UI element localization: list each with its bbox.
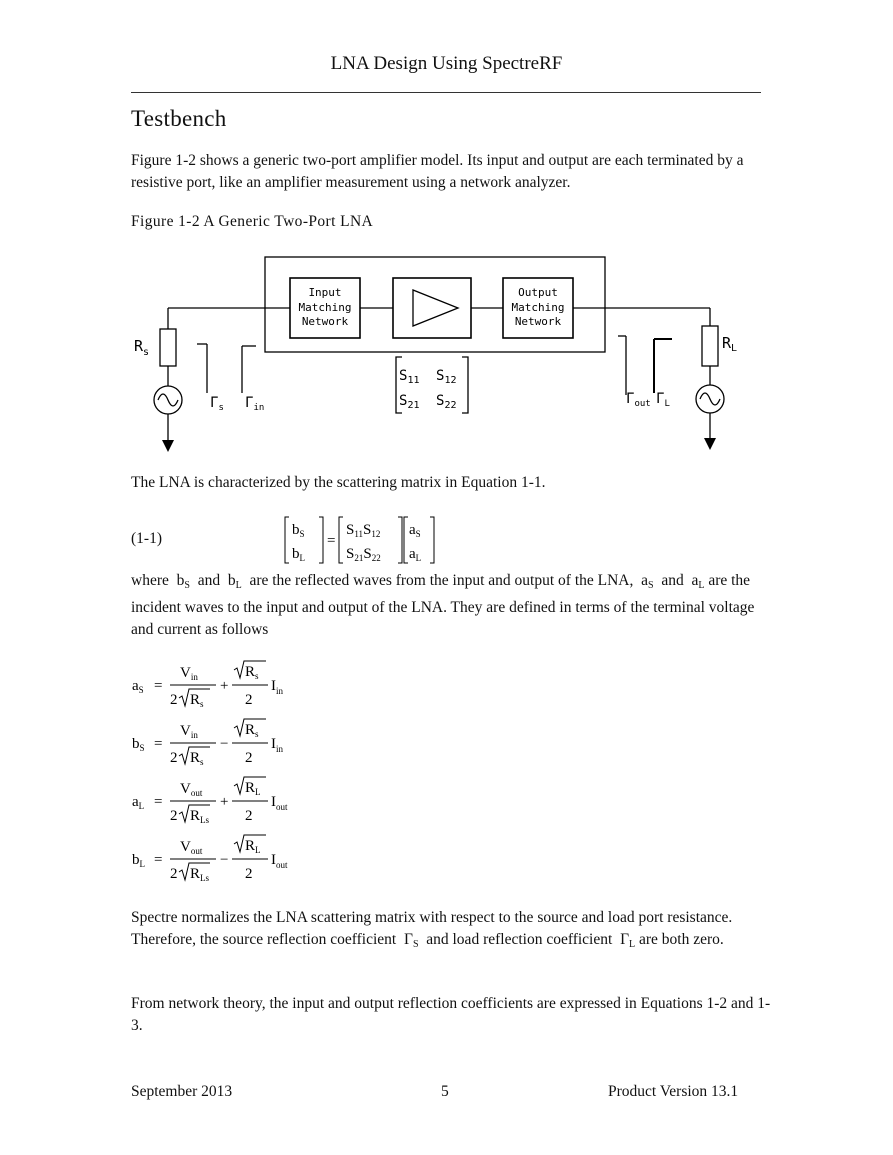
eq-operator: − xyxy=(220,852,229,868)
figure-caption: Figure 1-2 A Generic Two-Port LNA xyxy=(131,213,374,230)
eq-equals: = xyxy=(154,794,163,810)
equation-1-1 xyxy=(284,512,444,568)
paragraph-scattering: The LNA is characterized by the scattering matrix in Equation 1-1. xyxy=(131,474,546,491)
eq-denominator2: 2 xyxy=(245,808,253,824)
eq11-s11-s12: $S_{11}S_{12}$ xyxy=(346,522,381,539)
output-block-line3: Network xyxy=(514,315,562,328)
eq-current: $I_{out}$ xyxy=(271,794,288,812)
two-port-lna-figure xyxy=(134,250,740,460)
paragraph-network-theory: From network theory, the input and output reflection coefficients are expressed in Equations 1-2 and 1-3. xyxy=(131,995,771,1034)
s12-label: $S_{12}$ xyxy=(436,368,457,386)
eq-denominator-r: $R_s$ xyxy=(190,692,204,709)
eq-current: $I_{out}$ xyxy=(271,852,288,870)
wave-equations xyxy=(128,650,348,890)
eq-denominator-two: 2 xyxy=(170,866,178,882)
eq-denominator-r: $R_{Ls}$ xyxy=(190,866,210,883)
eq-numerator: $V_{in}$ xyxy=(180,665,198,682)
eq11-as: $a_S$ xyxy=(409,522,421,539)
eq11-bl: $b_L$ xyxy=(292,546,305,563)
eq-denominator-two: 2 xyxy=(170,808,178,824)
input-block-line1: Input xyxy=(308,286,342,299)
eq11-bs: $b_S$ xyxy=(292,522,305,539)
header-rule xyxy=(131,92,761,93)
eq-numerator: $V_{in}$ xyxy=(180,723,198,740)
eq-current: $I_{in}$ xyxy=(271,736,284,754)
eq-denominator2: 2 xyxy=(245,866,253,882)
eq-lhs: $b_L$ xyxy=(132,852,145,869)
eq-equals: = xyxy=(154,852,163,868)
paragraph-intro: Figure 1-2 shows a generic two-port amplifier model. Its input and output are each terminated by a resistive port, like an amplifier measurement using a network analyzer. xyxy=(131,152,744,191)
s11-label: $S_{11}$ xyxy=(399,368,420,386)
paragraph-normalize: Spectre normalizes the LNA scattering matrix with respect to the source and load port resistance. Therefore, the source reflection coefficient $\Gamma_S$ and load reflection coefficient $\Gamma_L$ are both zero. xyxy=(131,909,733,950)
eq-denominator-two: 2 xyxy=(170,692,178,708)
eq-numerator2: $R_L$ xyxy=(245,780,261,797)
eq-lhs: $a_S$ xyxy=(132,678,144,695)
eq-equals: = xyxy=(154,678,163,694)
load-ground-arrow-icon xyxy=(704,438,716,450)
gamma-l-label: $\Gamma_L$ xyxy=(656,391,670,409)
eq-lhs: $b_S$ xyxy=(132,736,145,753)
load-resistor xyxy=(702,326,718,366)
gamma-s-label: $\Gamma_s$ xyxy=(210,395,224,413)
footer-date: September 2013 xyxy=(131,1083,233,1100)
footer-version: Product Version 13.1 xyxy=(608,1083,739,1100)
eq-operator: + xyxy=(220,678,229,694)
eq-denominator2: 2 xyxy=(245,750,253,766)
eq-numerator2: $R_s$ xyxy=(245,722,259,739)
footer-page-number: 5 xyxy=(441,1083,449,1100)
wave-equation-row xyxy=(132,719,284,767)
eq-denominator-r: $R_{Ls}$ xyxy=(190,808,210,825)
section-title: Testbench xyxy=(131,106,227,131)
eq-numerator2: $R_s$ xyxy=(245,664,259,681)
source-ground-arrow-icon xyxy=(162,440,174,452)
output-block-line1: Output xyxy=(518,286,558,299)
input-block-line3: Network xyxy=(301,315,349,328)
output-block-line2: Matching xyxy=(511,301,565,314)
wave-equation-row xyxy=(132,777,288,825)
eq-operator: + xyxy=(220,794,229,810)
eq-denominator-two: 2 xyxy=(170,750,178,766)
eq-numerator: $V_{out}$ xyxy=(180,781,203,798)
rl-label: $R_L$ xyxy=(722,334,738,354)
wave-equation-row xyxy=(132,835,288,883)
wave-equation-row xyxy=(132,661,284,709)
eq-denominator2: 2 xyxy=(245,692,253,708)
gamma-out-label: $\Gamma_{out}$ xyxy=(626,391,651,409)
eq11-s21-s22: $S_{21}S_{22}$ xyxy=(346,546,381,563)
gamma-in-label: $\Gamma_{in}$ xyxy=(245,395,265,413)
eq-numerator: $V_{out}$ xyxy=(180,839,203,856)
paragraph-waves: where $b_S$ and $b_L$ are the reflected waves from the input and output of the LNA, $a_S$ and $a_L$ are the incident waves to the input and output of the LNA. They are defined in terms of the terminal voltage and current as follows xyxy=(131,572,755,638)
amplifier-triangle-icon xyxy=(413,290,458,326)
eq-operator: − xyxy=(220,736,229,752)
running-header: LNA Design Using SpectreRF xyxy=(330,53,563,74)
s22-label: $S_{22}$ xyxy=(436,393,457,411)
eq11-al: $a_L$ xyxy=(409,546,422,563)
input-block-line2: Matching xyxy=(298,301,352,314)
eq-numerator2: $R_L$ xyxy=(245,838,261,855)
eq-denominator-r: $R_s$ xyxy=(190,750,204,767)
source-resistor xyxy=(160,329,176,366)
eq11-equals: = xyxy=(327,533,336,549)
rs-label: $R_s$ xyxy=(134,337,150,358)
equation-number: (1-1) xyxy=(131,530,162,547)
s21-label: $S_{21}$ xyxy=(399,393,420,411)
eq-current: $I_{in}$ xyxy=(271,678,284,696)
eq-equals: = xyxy=(154,736,163,752)
eq-lhs: $a_L$ xyxy=(132,794,145,811)
